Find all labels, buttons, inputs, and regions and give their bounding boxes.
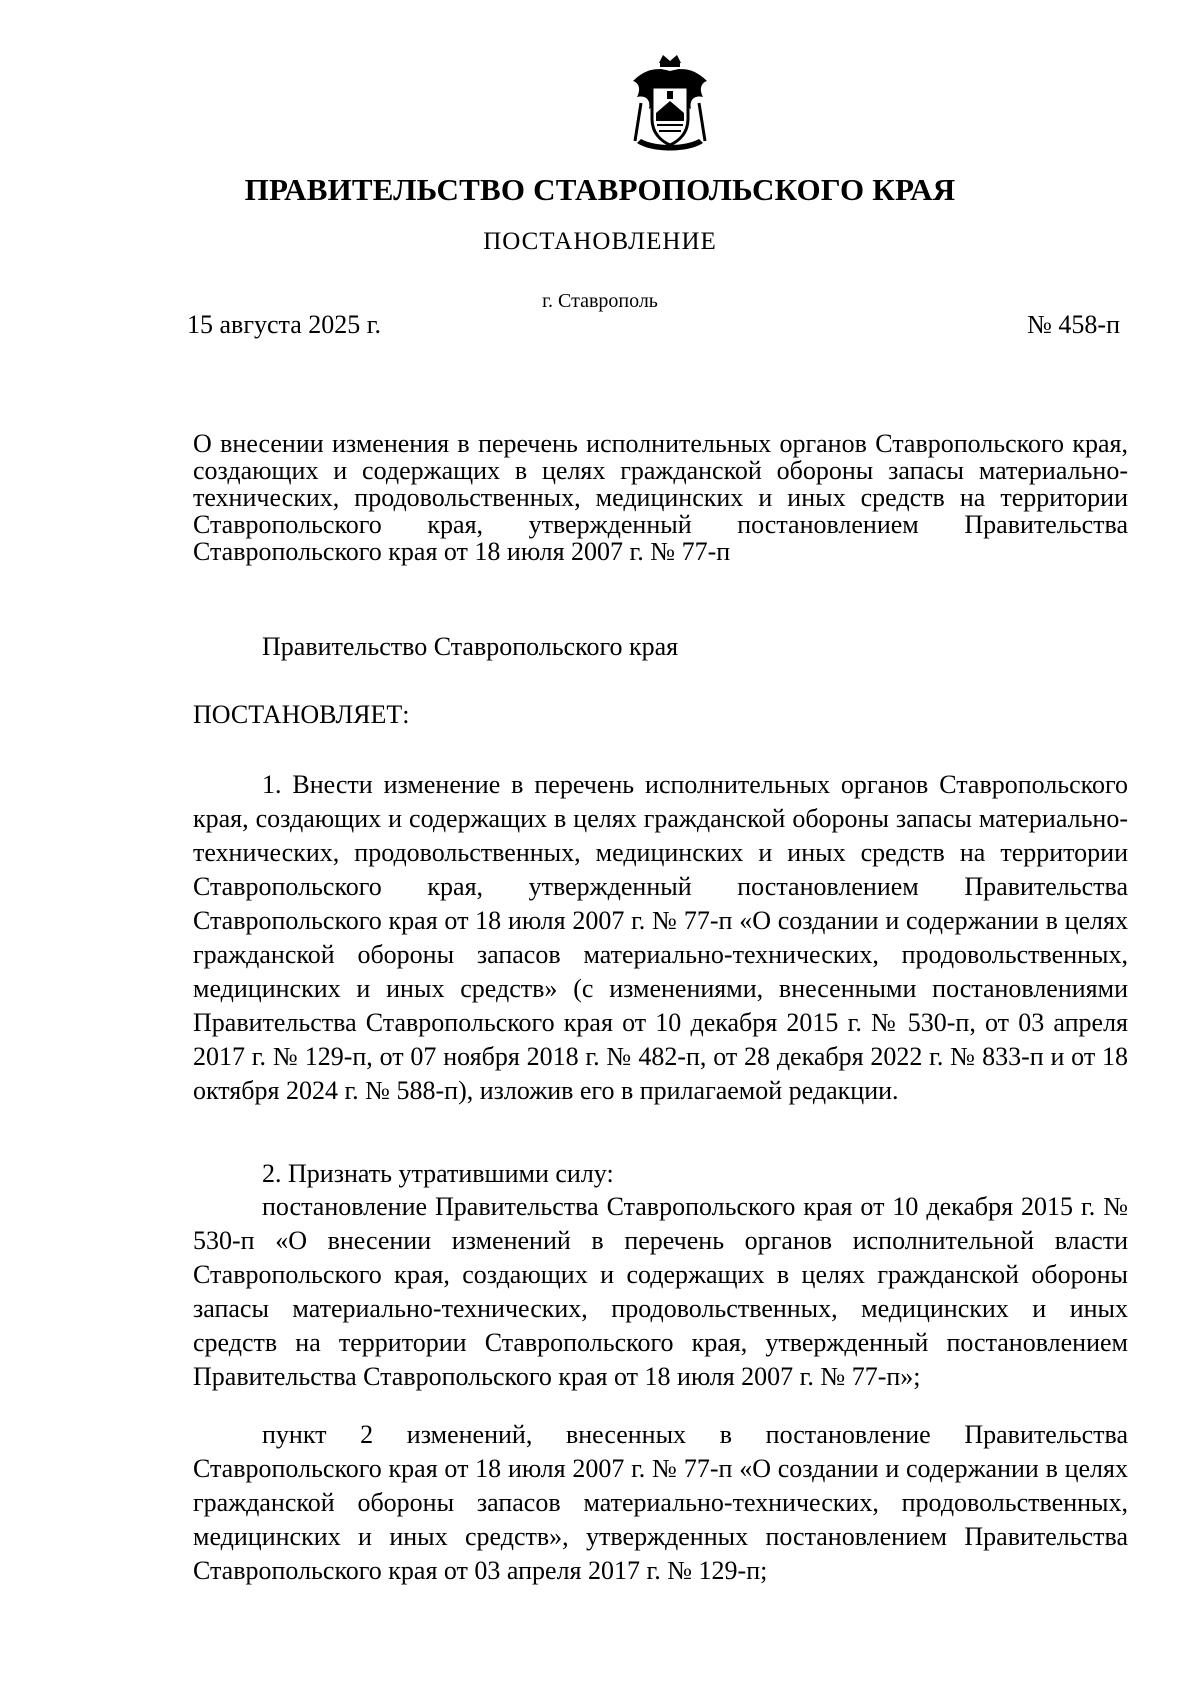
document-number: № 458-п — [1027, 310, 1120, 339]
paragraph-2-item-b: пункт 2 изменений, внесенных в постановление Правительства Ставропольского края от 18 июля 2007 г. № 77-п «О создании и содержании в целях гражданской обороны запасов материально-технических, продовольственных, медицинских и иных средств», утвержденных постановлением Правительства Ставропольского края от 03 апреля 2017 г. № 129-п; — [193, 1420, 1128, 1585]
government-name: ПРАВИТЕЛЬСТВО СТАВРОПОЛЬСКОГО КРАЯ — [244, 172, 956, 207]
paragraph-1: 1. Внести изменение в перечень исполнительных органов Ставропольского края, создающих и содержащих в целях гражданской обороны запасы материально-технических, продовольственных, медицинских и иных средств на территории Ставропольского края, утвержденный постановлением Правительства Ставропольского края от 18 июля 2007 г. № 77-п «О создании и содержании в целях гражданской обороны запасов материально-технических, продовольственных, медицинских и иных средств» (с изменениями, внесенными постановлениями Правительства Ставропольского края от 10 декабря 2015 г. № 530-п, от 03 апреля 2017 г. № 129-п, от 07 ноября 2018 г. № 482-п, от 28 декабря 2022 г. № 833-п и от 18 октября 2024 г. № 588-п), изложив его в прилагаемой редакции. — [193, 770, 1128, 1105]
city: г. Ставрополь — [542, 290, 658, 312]
decree-word: ПОСТАНОВЛЯЕТ: — [193, 700, 410, 729]
coat-of-arms-icon — [627, 53, 713, 153]
document-title: О внесении изменения в перечень исполнительных органов Ставропольского края, создающих и содержащих в целях гражданской обороны запасы материально-технических, продовольственных, медицинских и иных средств на территории Ставропольского края, утвержденный постановлением Правительства Ставропольского края от 18 июля 2007 г. № 77-п — [193, 429, 1128, 566]
paragraph-2-heading: 2. Признать утратившими силу: — [262, 1159, 614, 1188]
document-type: ПОСТАНОВЛЕНИЕ — [483, 228, 717, 255]
paragraph-2-item-a: постановление Правительства Ставропольского края от 10 декабря 2015 г. № 530-п «О внесении изменений в перечень органов исполнительной власти Ставропольского края, создающих и содержащих в целях гражданской обороны запасы материально-технических, продовольственных, медицинских и иных средств на территории Ставропольского края, утвержденный постановлением Правительства Ставропольского края от 18 июля 2007 г. № 77-п»; — [193, 1192, 1128, 1391]
document-date: 15 августа 2025 г. — [187, 310, 381, 339]
issuing-body: Правительство Ставропольского края — [262, 632, 679, 661]
